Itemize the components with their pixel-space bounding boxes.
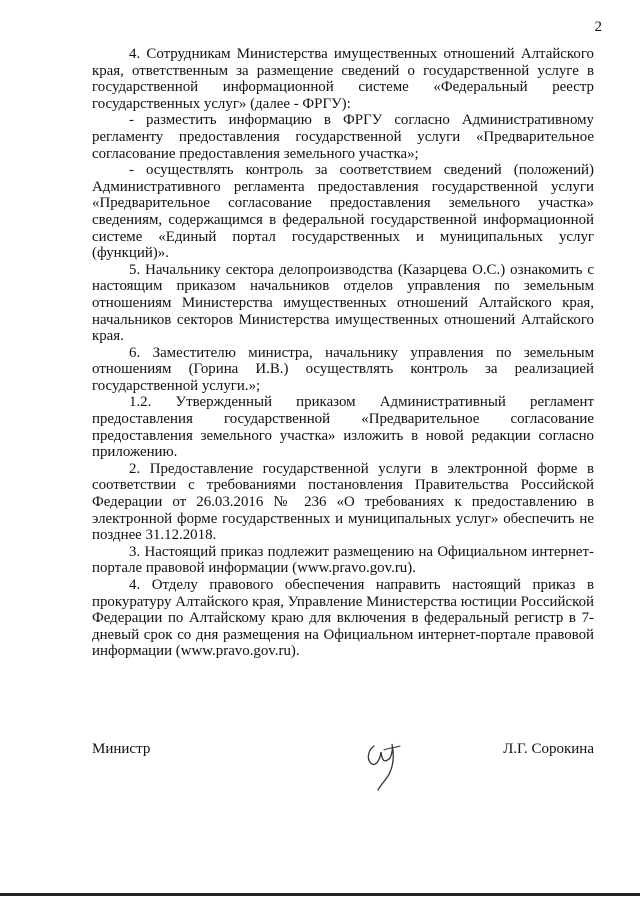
page-number: 2 (594, 19, 602, 35)
paragraph-control-info: - осуществлять контроль за соответствием сведений (положений) Административного регламента предоставления государственной услуги «Предварительное согласование предоставления земельного участка» сведениям, содержащимся в федеральной государственной информационной системе «Единый портал государственных и муниципальных услуг (функций)». (92, 162, 594, 262)
document-body (92, 46, 594, 660)
signature-block (92, 736, 594, 796)
signatory-title: Министр (92, 741, 151, 757)
paragraph-3-publication: 3. Настоящий приказ подлежит размещению на Официальном интернет-портале правовой информации (www.pravo.gov.ru). (92, 543, 594, 577)
paragraph-2-electronic: 2. Предоставление государственной услуги в электронной форме в соответствии с требованиями постановления Правительства Российской Федерации от 26.03.2016 № 236 «О требованиях к предоставлению в электронной форме государственных и муниципальных услуг» обеспечить не позднее 31.12.2018. (92, 460, 594, 544)
paragraph-place-info: - разместить информацию в ФРГУ согласно Административному регламенту предоставления государственной услуги «Предварительное согласование предоставления земельного участка»; (92, 112, 594, 162)
paragraph-5-records: 5. Начальнику сектора делопроизводства (Казарцева О.С.) ознакомить с настоящим приказом начальников отделов управления по земельным отношениям Министерства имущественных отношений Алтайского края, начальников секторов Министерства имущественных отношений Алтайского края. (92, 261, 594, 345)
paragraph-4-staff: 4. Сотрудникам Министерства имущественных отношений Алтайского края, ответственным за размещение сведений о государственной услуге в государственной информационной системе «Федеральный реестр государственных услуг» (далее - ФРГУ): (92, 46, 594, 112)
bottom-edge-line (0, 893, 640, 896)
handwritten-signature (360, 736, 406, 794)
paragraph-4-legal: 4. Отделу правового обеспечения направить настоящий приказ в прокуратуру Алтайского края, Управление Министерства юстиции Российской Федерации по Алтайскому краю для включения в федеральный регистр в 7-дневый срок со дня размещения на Официальном интернет-портале правовой информации (www.pravo.gov.ru). (92, 577, 594, 660)
signatory-name: Л.Г. Сорокина (503, 741, 594, 757)
paragraph-1-2-regulation: 1.2. Утвержденный приказом Административный регламент предоставления государственной «Предварительное согласование предоставления земельного участка» изложить в новой редакции согласно приложению. (92, 394, 594, 461)
paragraph-6-deputy: 6. Заместителю министра, начальнику управления по земельным отношениям (Горина И.В.) осуществлять контроль за реализацией государственной услуги.»; (92, 344, 594, 394)
